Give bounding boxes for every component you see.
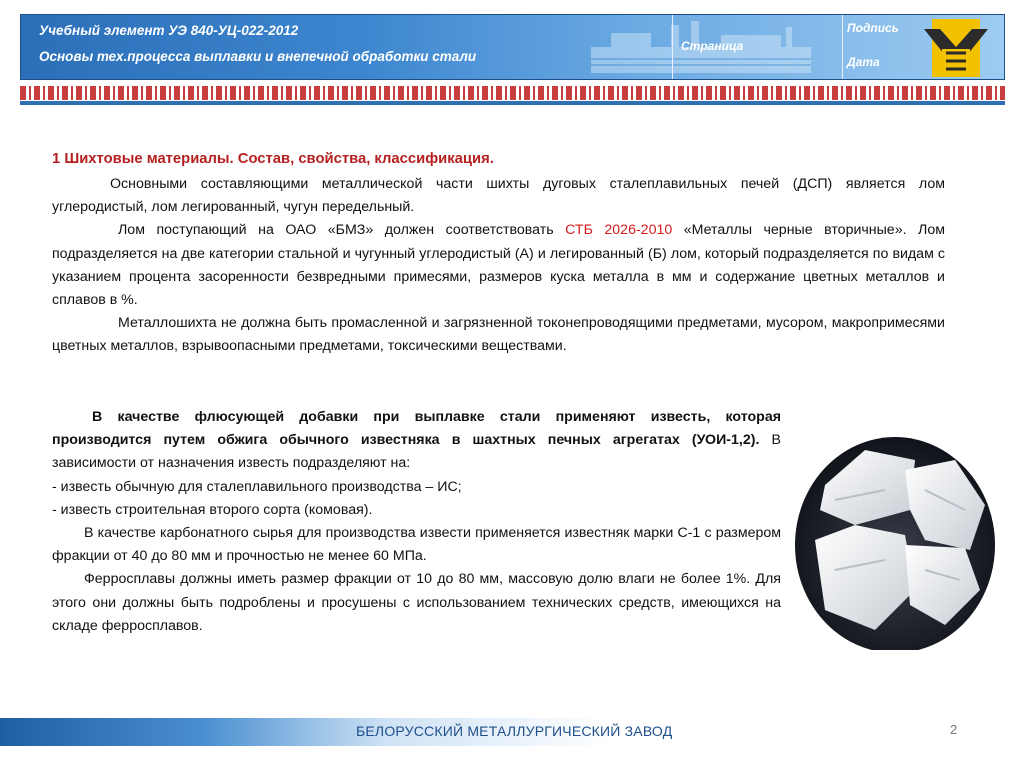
paragraph-lime [52,406,781,476]
paragraph-limestone: В качестве карбонатного сырья для производства извести применяется известняк марки С-1 с размером фракции от 40 до 80 мм и прочностью не менее 60 МПа. [52,525,781,565]
paragraph-ferroalloys: Ферросплавы должны иметь размер фракции от 10 до 80 мм, массовую долю влаги не более 1%. Для этого они должны быть подроблены и просушены с использованием технических средств, имеющихся на складе ферросплавов. [52,571,781,634]
course-title: Основы тех.процесса выплавки и внепечной обработки стали [39,49,477,64]
section-body [52,173,945,359]
list-item: - известь строительная второго сорта (комовая). [52,501,373,518]
standard-reference: СТБ 2026-2010 [565,222,673,239]
ornament-band [20,86,1005,100]
page-label: Страница [681,39,744,53]
divider [20,101,1005,105]
lime-bold-text: В качестве флюсующей добавки при выплавке стали применяют известь, которая производится путем обжига обычного известняка в шахтных печных агрегатах (УОИ-1,2). [52,409,781,449]
limestone-photo-icon [795,430,995,650]
text-span: В зависимости от назначения известь подразделяют на: [52,432,781,472]
signature-label: Подпись [847,21,899,35]
header-banner [20,14,1005,80]
list-item: - известь обычную для сталеплавильного производства – ИС; [52,478,462,495]
page-number: 2 [950,722,958,737]
company-name: БЕЛОРУССКИЙ МЕТАЛЛУРГИЧЕСКИЙ ЗАВОД [356,723,673,739]
section-title: 1 Шихтовые материалы. Состав, свойства, классификация. [52,151,494,167]
flux-section [52,406,781,638]
unit-title: Учебный элемент УЭ 840-УЦ-022-2012 [39,23,299,38]
paragraph-contamination: Металлошихта не должна быть промасленной и загрязненной токонепроводящими предметами, мусором, макропримесями цветных металлов, взрывоопасными предметами, токсическими веществами. [52,315,945,355]
paragraph-charge-composition: Основными составляющими металлической части шихты дуговых сталеплавильных печей (ДСП) является лом углеродистый, лом легированный, чугун передельный. [52,176,945,216]
text-span: Лом поступающий на ОАО «БМЗ» должен соответствовать [118,222,566,239]
text-span: «Металлы черные вторичные». Лом подразделяется на две категории стальной и чугунный углеродистый (А) и легированный (Б) лом, который подразделяется по видам с указанием процента засоренности безвредными примесями, размеров куска металла в мм и содержание цветных металлов и сплавов в %. [52,222,945,309]
bmz-logo-icon [914,19,998,77]
paragraph-scrap-standard [52,219,945,312]
date-label: Дата [847,55,880,69]
